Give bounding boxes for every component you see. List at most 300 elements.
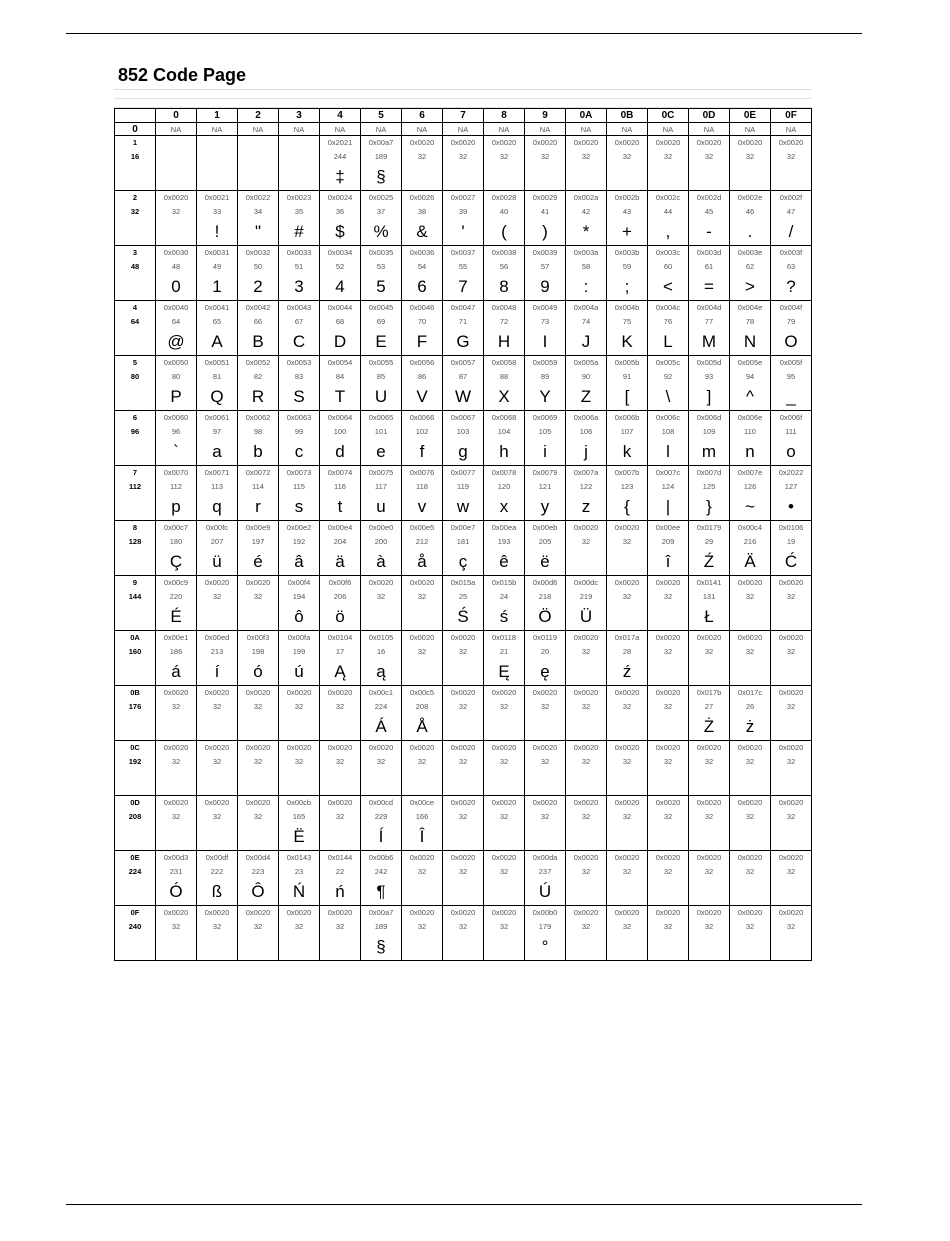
unicode-code: 0x0020 [279,741,320,755]
decimal-value: 32 [566,699,607,713]
decimal-value: 32 [607,534,648,548]
decimal-value: 220 [156,589,197,603]
row-label-empty [115,383,156,411]
decimal-value: 16 [361,644,402,658]
decimal-value: 199 [279,644,320,658]
unicode-code: 0x0035 [361,246,402,260]
glyph: c [279,438,320,466]
unicode-code: 0x0020 [607,686,648,700]
glyph: I [525,328,566,356]
decimal-value: 21 [484,644,525,658]
glyph: _ [771,383,812,411]
decimal-value: 32 [607,699,648,713]
table-row [115,521,812,535]
row-dec-label: 48 [115,259,156,273]
glyph: w [443,493,484,521]
na-cell: NA [566,123,607,136]
glyph [402,603,443,631]
unicode-code: 0x004a [566,301,607,315]
glyph [689,823,730,851]
decimal-value: 218 [525,589,566,603]
na-cell: NA [197,123,238,136]
glyph [525,768,566,796]
glyph: v [402,493,443,521]
spacer-row [114,99,812,108]
unicode-code: 0x0042 [238,301,279,315]
unicode-code: 0x00ee [648,521,689,535]
table-row [115,768,812,796]
row-hex-label: 0 [115,123,156,136]
decimal-value: 54 [402,259,443,273]
glyph [238,163,279,191]
glyph: ô [279,603,320,631]
unicode-code: 0x004d [689,301,730,315]
row-dec-label: 208 [115,809,156,823]
decimal-value: 205 [525,534,566,548]
table-row [115,466,812,480]
row-hex-label: 0A [115,631,156,645]
glyph: P [156,383,197,411]
glyph: Ô [238,878,279,906]
na-cell: NA [279,123,320,136]
unicode-code: 0x0022 [238,191,279,205]
unicode-code: 0x002e [730,191,771,205]
unicode-code: 0x002a [566,191,607,205]
glyph: 2 [238,273,279,301]
unicode-code: 0x00c5 [402,686,443,700]
glyph: î [648,548,689,576]
unicode-code: 0x0065 [361,411,402,425]
glyph: q [197,493,238,521]
unicode-code: 0x0028 [484,191,525,205]
decimal-value: 32 [238,589,279,603]
table-row [115,163,812,191]
table-row [115,906,812,920]
glyph [156,823,197,851]
unicode-code: 0x0020 [771,576,812,590]
glyph [689,933,730,961]
decimal-value: 32 [607,149,648,163]
glyph: a [197,438,238,466]
decimal-value: 96 [156,424,197,438]
unicode-code: 0x006e [730,411,771,425]
decimal-value: 58 [566,259,607,273]
glyph: g [443,438,484,466]
unicode-code: 0x0020 [607,741,648,755]
unicode-code [238,136,279,150]
glyph [320,768,361,796]
decimal-value: 166 [402,809,443,823]
unicode-code: 0x0020 [402,136,443,150]
unicode-code: 0x0060 [156,411,197,425]
glyph: 9 [525,273,566,301]
unicode-code: 0x00e0 [361,521,402,535]
column-header: 6 [402,109,443,123]
decimal-value: 32 [402,754,443,768]
glyph [607,713,648,741]
table-row [115,809,812,823]
unicode-code: 0x0068 [484,411,525,425]
decimal-value: 198 [238,644,279,658]
decimal-value: 222 [197,864,238,878]
decimal-value: 32 [730,919,771,933]
unicode-code: 0x0143 [279,851,320,865]
unicode-code: 0x0020 [320,906,361,920]
unicode-code: 0x0058 [484,356,525,370]
unicode-code: 0x0071 [197,466,238,480]
glyph [402,658,443,686]
table-row [115,713,812,741]
decimal-value: 32 [279,754,320,768]
glyph: ? [771,273,812,301]
unicode-code: 0x0050 [156,356,197,370]
decimal-value: 76 [648,314,689,328]
decimal-value: 63 [771,259,812,273]
row-dec-label: 112 [115,479,156,493]
glyph: M [689,328,730,356]
decimal-value: 110 [730,424,771,438]
unicode-code: 0x0030 [156,246,197,260]
table-row [115,191,812,205]
glyph [402,768,443,796]
unicode-code: 0x0020 [771,741,812,755]
decimal-value: 197 [238,534,279,548]
decimal-value: 116 [320,479,361,493]
unicode-code: 0x0020 [238,796,279,810]
glyph [443,823,484,851]
glyph: ö [320,603,361,631]
unicode-code: 0x017a [607,631,648,645]
glyph: u [361,493,402,521]
glyph: ° [525,933,566,961]
decimal-value: 32 [279,919,320,933]
decimal-value: 180 [156,534,197,548]
table-row [115,644,812,658]
unicode-code: 0x002d [689,191,730,205]
decimal-value: 109 [689,424,730,438]
decimal-value: 80 [156,369,197,383]
column-header: 0E [730,109,771,123]
glyph [566,163,607,191]
unicode-code: 0x0033 [279,246,320,260]
unicode-code: 0x0069 [525,411,566,425]
unicode-code: 0x0057 [443,356,484,370]
glyph: ß [197,878,238,906]
unicode-code: 0x0020 [197,686,238,700]
decimal-value: 64 [156,314,197,328]
decimal-value: 103 [443,424,484,438]
decimal-value: 87 [443,369,484,383]
decimal-value: 32 [156,809,197,823]
decimal-value: 32 [443,644,484,658]
glyph [607,548,648,576]
glyph [730,878,771,906]
unicode-code: 0x0046 [402,301,443,315]
decimal-value: 32 [197,754,238,768]
decimal-value: 32 [156,919,197,933]
unicode-code: 0x2021 [320,136,361,150]
decimal-value: 35 [279,204,320,218]
unicode-code: 0x007c [648,466,689,480]
glyph [156,163,197,191]
unicode-code: 0x0061 [197,411,238,425]
decimal-value: 32 [730,589,771,603]
decimal-value: 120 [484,479,525,493]
unicode-code: 0x003a [566,246,607,260]
decimal-value: 32 [361,754,402,768]
table-row [115,328,812,356]
row-dec-label: 80 [115,369,156,383]
glyph: Ż [689,713,730,741]
glyph [771,713,812,741]
glyph: } [689,493,730,521]
decimal-value: 32 [238,699,279,713]
decimal-value: 165 [279,809,320,823]
decimal-value: 41 [525,204,566,218]
decimal-value: 32 [156,204,197,218]
spacer-row [114,90,812,99]
unicode-code: 0x0105 [361,631,402,645]
glyph: . [730,218,771,246]
decimal-value: 117 [361,479,402,493]
decimal-value: 32 [648,919,689,933]
column-header: 5 [361,109,402,123]
glyph: \ [648,383,689,411]
unicode-code: 0x0020 [648,686,689,700]
row-hex-label: 0E [115,851,156,865]
unicode-code: 0x006d [689,411,730,425]
unicode-code: 0x0020 [607,906,648,920]
unicode-code: 0x0079 [525,466,566,480]
decimal-value: 102 [402,424,443,438]
unicode-code: 0x0020 [525,796,566,810]
unicode-code: 0x00f4 [279,576,320,590]
glyph [197,823,238,851]
row-hex-label: 4 [115,301,156,315]
row-label-empty [115,823,156,851]
glyph: U [361,383,402,411]
unicode-code: 0x00fc [197,521,238,535]
decimal-value: 74 [566,314,607,328]
unicode-code: 0x0020 [771,796,812,810]
unicode-code: 0x00fa [279,631,320,645]
decimal-value: 98 [238,424,279,438]
decimal-value: 43 [607,204,648,218]
glyph: ] [689,383,730,411]
glyph: ê [484,548,525,576]
unicode-code: 0x0032 [238,246,279,260]
decimal-value: 56 [484,259,525,273]
unicode-code: 0x0020 [689,741,730,755]
glyph: % [361,218,402,246]
glyph [197,933,238,961]
unicode-code: 0x0020 [484,796,525,810]
unicode-code: 0x007e [730,466,771,480]
unicode-code: 0x0020 [730,906,771,920]
na-cell: NA [607,123,648,136]
decimal-value: 107 [607,424,648,438]
glyph: ë [525,548,566,576]
glyph: ę [525,658,566,686]
decimal-value: 127 [771,479,812,493]
glyph [197,768,238,796]
decimal-value: 95 [771,369,812,383]
unicode-code: 0x0020 [156,191,197,205]
glyph [238,603,279,631]
unicode-code: 0x00c9 [156,576,197,590]
decimal-value: 32 [730,644,771,658]
footer-rule [66,1204,862,1205]
glyph: Î [402,823,443,851]
glyph [156,218,197,246]
unicode-code: 0x0020 [607,136,648,150]
decimal-value: 32 [525,149,566,163]
unicode-code: 0x0020 [566,906,607,920]
decimal-value: 206 [320,589,361,603]
glyph: ^ [730,383,771,411]
glyph [689,768,730,796]
decimal-value: 26 [730,699,771,713]
decimal-value: 213 [197,644,238,658]
decimal-value: 32 [730,809,771,823]
glyph: f [402,438,443,466]
decimal-value: 212 [402,534,443,548]
unicode-code: 0x005d [689,356,730,370]
unicode-code: 0x00f3 [238,631,279,645]
table-row [115,204,812,218]
decimal-value: 22 [320,864,361,878]
glyph [689,658,730,686]
row-hex-label: 1 [115,136,156,150]
unicode-code: 0x00d6 [525,576,566,590]
unicode-code: 0x00a7 [361,136,402,150]
decimal-value: 75 [607,314,648,328]
decimal-value: 32 [484,919,525,933]
glyph [279,163,320,191]
glyph: m [689,438,730,466]
unicode-code: 0x005a [566,356,607,370]
na-cell: NA [648,123,689,136]
unicode-code: 0x0029 [525,191,566,205]
unicode-code: 0x0020 [443,906,484,920]
row-hex-label: 0F [115,906,156,920]
decimal-value: 20 [525,644,566,658]
decimal-value: 94 [730,369,771,383]
column-header: 0 [156,109,197,123]
decimal-value: 88 [484,369,525,383]
glyph: § [361,933,402,961]
row-label-empty [115,878,156,906]
table-row [115,493,812,521]
glyph [730,603,771,631]
decimal-value: 61 [689,259,730,273]
glyph: / [771,218,812,246]
unicode-code: 0x0076 [402,466,443,480]
decimal-value: 123 [607,479,648,493]
glyph: b [238,438,279,466]
glyph: - [689,218,730,246]
na-cell: NA [484,123,525,136]
unicode-code: 0x0020 [279,906,320,920]
glyph: k [607,438,648,466]
na-cell: NA [402,123,443,136]
decimal-value: 32 [484,149,525,163]
unicode-code: 0x0020 [566,741,607,755]
decimal-value: 32 [566,809,607,823]
unicode-code: 0x0141 [689,576,730,590]
glyph: Ü [566,603,607,631]
unicode-code: 0x00ed [197,631,238,645]
table-row [115,479,812,493]
decimal-value: 125 [689,479,730,493]
decimal-value: 121 [525,479,566,493]
decimal-value: 32 [156,754,197,768]
decimal-value: 81 [197,369,238,383]
glyph: = [689,273,730,301]
unicode-code: 0x0020 [566,796,607,810]
glyph: ( [484,218,525,246]
unicode-code: 0x003f [771,246,812,260]
glyph [279,713,320,741]
glyph: $ [320,218,361,246]
decimal-value: 50 [238,259,279,273]
glyph: 0 [156,273,197,301]
decimal-value: 32 [566,149,607,163]
glyph: S [279,383,320,411]
decimal-value: 106 [566,424,607,438]
unicode-code: 0x00e5 [402,521,443,535]
glyph: i [525,438,566,466]
glyph [566,548,607,576]
table-row [115,438,812,466]
glyph: D [320,328,361,356]
glyph: E [361,328,402,356]
unicode-code: 0x0067 [443,411,484,425]
unicode-code: 0x0020 [648,576,689,590]
glyph [402,163,443,191]
header-rule [66,33,862,34]
glyph: Ç [156,548,197,576]
decimal-value: 113 [197,479,238,493]
na-cell: NA [320,123,361,136]
decimal-value: 32 [607,754,648,768]
unicode-code: 0x0020 [566,686,607,700]
unicode-code: 0x0024 [320,191,361,205]
decimal-value: 32 [566,919,607,933]
decimal-value: 97 [197,424,238,438]
glyph [238,713,279,741]
row-dec-label: 176 [115,699,156,713]
unicode-code: 0x0020 [730,631,771,645]
unicode-code: 0x0020 [730,136,771,150]
glyph [607,603,648,631]
table-row [115,136,812,150]
column-header: 0B [607,109,648,123]
unicode-code: 0x00a7 [361,906,402,920]
glyph [525,823,566,851]
unicode-code: 0x0052 [238,356,279,370]
glyph: Í [361,823,402,851]
glyph: ó [238,658,279,686]
table-row [115,589,812,603]
glyph: Y [525,383,566,411]
decimal-value: 32 [320,754,361,768]
glyph: 8 [484,273,525,301]
decimal-value: 48 [156,259,197,273]
glyph [648,603,689,631]
unicode-code: 0x0020 [648,136,689,150]
unicode-code: 0x0049 [525,301,566,315]
